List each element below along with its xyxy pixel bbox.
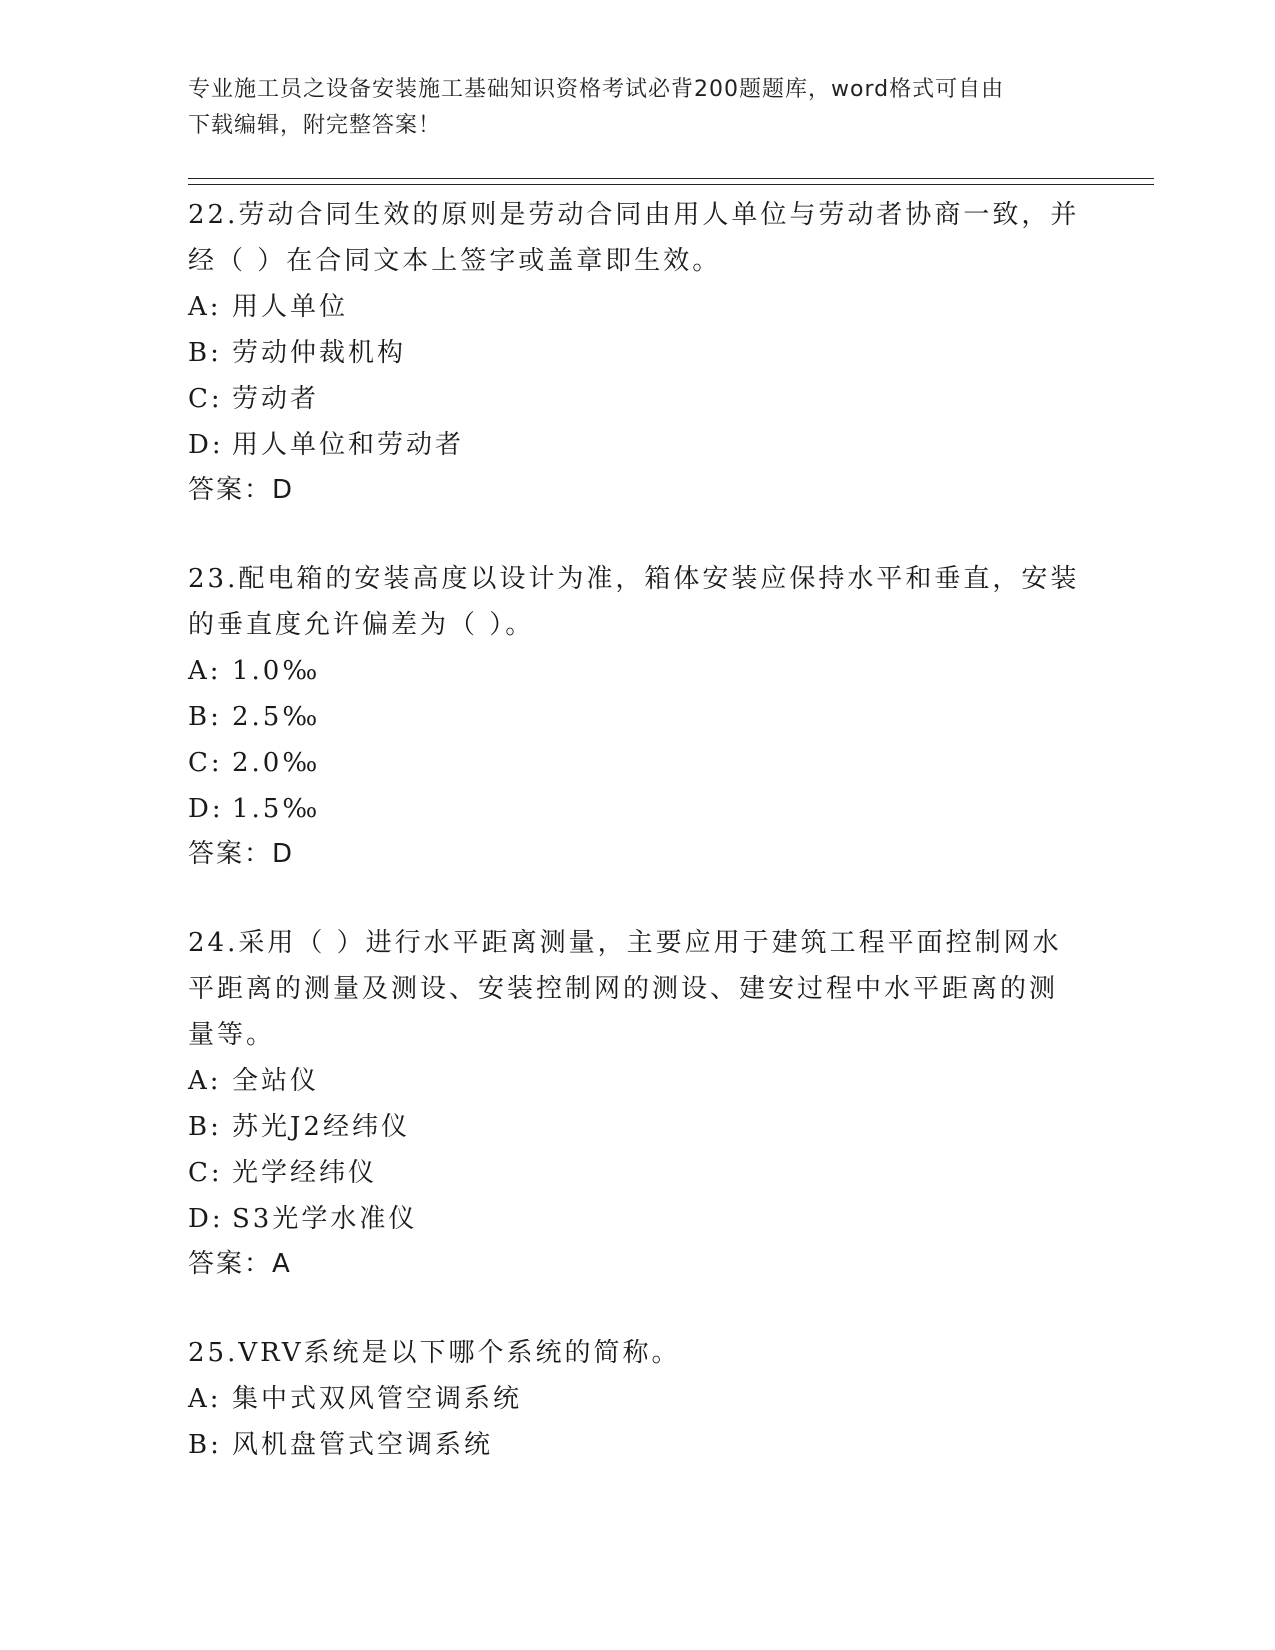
option-text: 用人单位 bbox=[232, 292, 349, 322]
option-c bbox=[188, 1150, 1088, 1196]
option-a bbox=[188, 1376, 1088, 1422]
option-letter: B: bbox=[188, 702, 222, 732]
answer-line: 答案：D bbox=[188, 839, 295, 869]
question-stem-line: 平距离的测量及测设、安装控制网的测设、建安过程中水平距离的测 bbox=[188, 974, 1059, 1004]
option-b bbox=[188, 694, 1088, 740]
question-stem-line: 22.劳动合同生效的原则是劳动合同由用人单位与劳动者协商一致，并 bbox=[188, 200, 1080, 230]
option-c bbox=[188, 376, 1088, 422]
option-text: 苏光J2经纬仪 bbox=[232, 1112, 410, 1142]
option-text: S3光学水准仪 bbox=[232, 1204, 418, 1234]
option-text: 劳动者 bbox=[232, 384, 320, 414]
option-letter: A: bbox=[188, 1384, 222, 1414]
option-letter: D: bbox=[188, 1204, 224, 1234]
option-b bbox=[188, 330, 1088, 376]
question-spacer bbox=[188, 876, 1088, 920]
option-text: 集中式双风管空调系统 bbox=[232, 1384, 523, 1414]
option-text: 风机盘管式空调系统 bbox=[232, 1430, 494, 1460]
option-letter: D: bbox=[188, 430, 224, 460]
question-stem-line: 23.配电箱的安装高度以设计为准，箱体安装应保持水平和垂直，安装 bbox=[188, 564, 1080, 594]
question-stem-line: 的垂直度允许偏差为（ ）。 bbox=[188, 610, 535, 640]
question-spacer bbox=[188, 1286, 1088, 1330]
option-letter: D: bbox=[188, 794, 224, 824]
option-text: 劳动仲裁机构 bbox=[232, 338, 407, 368]
question-22 bbox=[188, 192, 1088, 512]
option-letter: C: bbox=[188, 748, 223, 778]
option-a bbox=[188, 648, 1088, 694]
option-c bbox=[188, 740, 1088, 786]
question-25 bbox=[188, 1330, 1088, 1468]
question-spacer bbox=[188, 512, 1088, 556]
option-d bbox=[188, 1196, 1088, 1242]
option-text: 1.0‰ bbox=[232, 656, 321, 686]
option-letter: B: bbox=[188, 1430, 222, 1460]
answer-line: 答案：A bbox=[188, 1249, 292, 1279]
question-stem-line: 量等。 bbox=[188, 1020, 276, 1050]
question-list bbox=[188, 192, 1088, 1468]
question-24 bbox=[188, 920, 1088, 1286]
answer-line: 答案：D bbox=[188, 475, 295, 505]
question-stem-line: 25.VRV系统是以下哪个系统的简称。 bbox=[188, 1338, 681, 1368]
option-letter: B: bbox=[188, 1112, 222, 1142]
option-text: 用人单位和劳动者 bbox=[232, 430, 465, 460]
header-line-1: 专业施工员之设备安装施工基础知识资格考试必背200题题库，word格式可自由 bbox=[188, 77, 1005, 102]
option-a bbox=[188, 284, 1088, 330]
question-stem-line: 24.采用（ ）进行水平距离测量，主要应用于建筑工程平面控制网水 bbox=[188, 928, 1062, 958]
option-text: 1.5‰ bbox=[232, 794, 321, 824]
option-d bbox=[188, 786, 1088, 832]
header-divider-top bbox=[188, 178, 1154, 179]
option-letter: A: bbox=[188, 656, 222, 686]
option-text: 2.5‰ bbox=[232, 702, 321, 732]
option-letter: C: bbox=[188, 384, 223, 414]
option-letter: C: bbox=[188, 1158, 223, 1188]
option-text: 2.0‰ bbox=[232, 748, 321, 778]
question-23 bbox=[188, 556, 1088, 876]
question-stem-line: 经（ ）在合同文本上签字或盖章即生效。 bbox=[188, 246, 722, 276]
header-divider-bottom bbox=[188, 184, 1154, 185]
option-letter: A: bbox=[188, 1066, 222, 1096]
option-a bbox=[188, 1058, 1088, 1104]
option-d bbox=[188, 422, 1088, 468]
option-b bbox=[188, 1104, 1088, 1150]
header-line-2: 下载编辑，附完整答案！ bbox=[188, 113, 442, 138]
document-header bbox=[188, 72, 1068, 144]
option-b bbox=[188, 1422, 1088, 1468]
option-letter: B: bbox=[188, 338, 222, 368]
option-letter: A: bbox=[188, 292, 222, 322]
option-text: 全站仪 bbox=[232, 1066, 320, 1096]
option-text: 光学经纬仪 bbox=[232, 1158, 378, 1188]
